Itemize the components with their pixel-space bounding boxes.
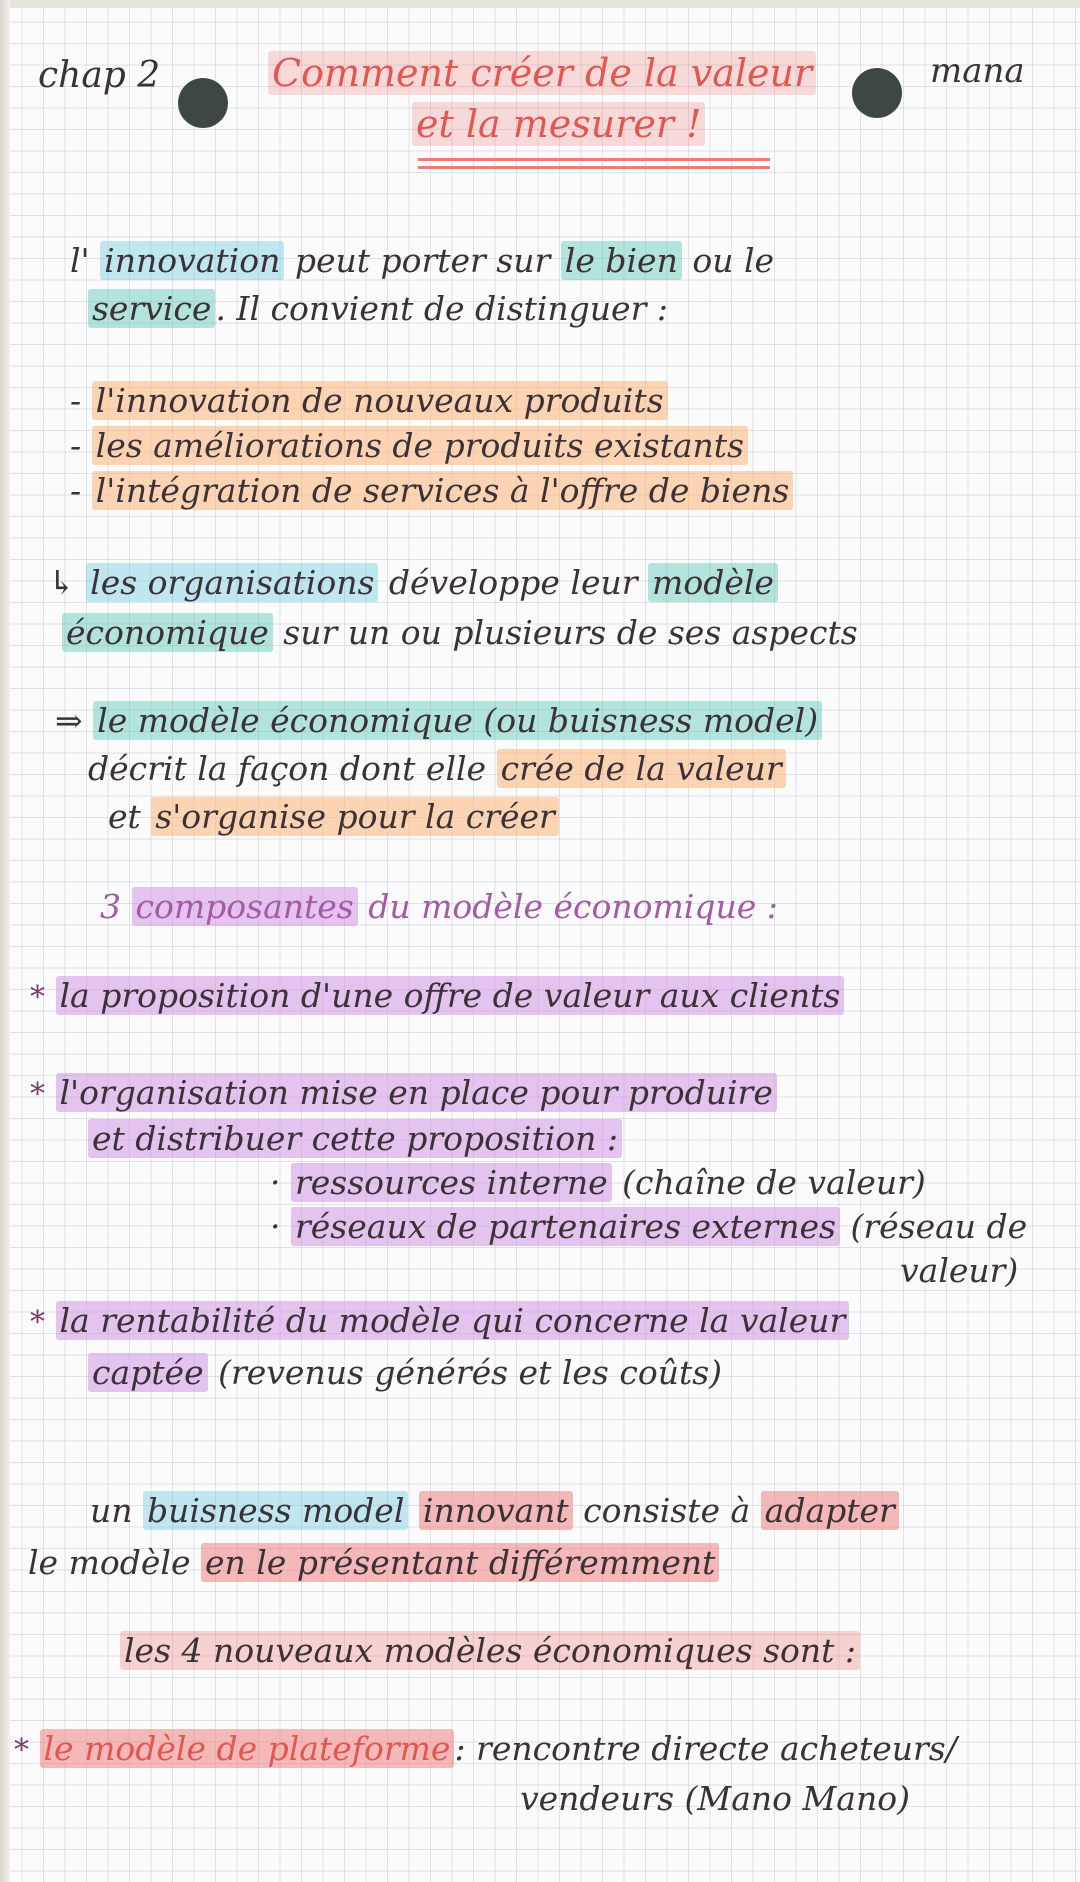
business-model-highlight: buisness model — [143, 1491, 408, 1530]
composantes-highlight: composantes — [132, 887, 358, 926]
return-arrow-icon: ↳ — [48, 563, 76, 602]
service-highlight: service — [88, 289, 215, 328]
ressources-highlight: ressources interne — [291, 1163, 612, 1202]
modele-highlight: modèle — [648, 563, 778, 602]
bullet-text: l'intégration de services à l'offre de biens — [92, 471, 794, 510]
intro-line-1 — [70, 240, 774, 282]
dot-bullet-icon: · — [270, 1163, 281, 1202]
innovant-text: le modèle — [28, 1543, 191, 1582]
organisations-text: sur un ou plusieurs de ses aspects — [283, 613, 858, 652]
definition-text: décrit la façon dont elle — [88, 749, 487, 788]
captee-highlight: captée — [88, 1353, 208, 1392]
organisations-highlight: les organisations — [86, 563, 378, 602]
component-2-line-2 — [88, 1118, 622, 1160]
presentant-highlight: en le présentant différemment — [201, 1543, 719, 1582]
components-text: du modèle économique : — [368, 887, 778, 926]
bullet-text: les améliorations de produits existants — [92, 426, 748, 465]
component-text: la proposition d'une offre de valeur aux clients — [56, 976, 845, 1015]
author-name: mana — [930, 51, 1025, 91]
definition-text: et — [108, 797, 141, 836]
model-1-line-1 — [14, 1728, 957, 1772]
innovant-text: consiste à — [583, 1491, 751, 1530]
organisations-line-1 — [48, 562, 778, 604]
organisations-text: développe leur — [388, 563, 638, 602]
component-text: l'organisation mise en place pour produire — [56, 1073, 777, 1112]
component-2-line-1 — [30, 1072, 777, 1116]
economique-highlight: économique — [62, 613, 273, 652]
page-title-line2 — [412, 103, 705, 145]
innovant-text: un — [90, 1491, 133, 1530]
component-3-line-1 — [30, 1300, 849, 1344]
component-2-sub-1 — [270, 1162, 926, 1204]
component-text: et distribuer cette proposition : — [88, 1119, 622, 1158]
star-bullet-icon: * — [14, 1733, 29, 1768]
definition-line-2 — [88, 748, 786, 790]
component-1 — [30, 975, 844, 1019]
model-text: : rencontre directe acheteurs/ — [454, 1729, 957, 1768]
paper-left-edge — [0, 0, 10, 1882]
plateforme-highlight: le modèle de plateforme — [40, 1729, 455, 1768]
component-text: (réseau de — [850, 1207, 1028, 1246]
component-3-line-2 — [88, 1352, 722, 1394]
paper-top-edge — [0, 0, 1080, 8]
title-line1-text: Comment créer de la valeur — [268, 51, 816, 95]
organise-highlight: s'organise pour la créer — [151, 797, 559, 836]
star-bullet-icon: * — [30, 1077, 45, 1112]
innovation-highlight: innovation — [100, 241, 284, 280]
page-title-line1 — [268, 52, 816, 94]
cree-valeur-highlight: crée de la valeur — [497, 749, 786, 788]
dash-marker: - — [70, 426, 92, 465]
components-intro — [100, 886, 778, 928]
component-2-sub-2 — [270, 1206, 1027, 1248]
definition-line-1 — [55, 700, 822, 742]
business-model-highlight: le modèle économique (ou buisness model) — [93, 701, 822, 740]
bien-highlight: le bien — [561, 241, 682, 280]
binder-hole-left — [178, 78, 228, 128]
star-bullet-icon: * — [30, 980, 45, 1015]
intro-text: ou le — [692, 241, 775, 280]
star-bullet-icon: * — [30, 1305, 45, 1340]
bullet-item — [70, 425, 748, 467]
component-2-sub-2-cont: valeur) — [900, 1251, 1019, 1290]
intro-line-2 — [88, 288, 668, 330]
organisations-line-2 — [62, 612, 858, 654]
chapter-label: chap 2 — [38, 55, 161, 96]
component-text: (chaîne de valeur) — [622, 1163, 926, 1202]
bullet-item — [70, 380, 668, 422]
innovant-highlight: innovant — [419, 1491, 573, 1530]
dash-marker: - — [70, 381, 92, 420]
innovant-line-2 — [28, 1542, 719, 1584]
binder-hole-right — [852, 68, 902, 118]
new-models-highlight: les 4 nouveaux modèles économiques sont : — [120, 1631, 860, 1670]
intro-text: . Il convient de distinguer : — [215, 289, 668, 328]
title-line2-text: et la mesurer ! — [412, 102, 705, 146]
intro-text: l' — [70, 241, 90, 280]
implies-arrow-icon: ⇒ — [55, 701, 83, 740]
reseaux-highlight: réseaux de partenaires externes — [291, 1207, 840, 1246]
intro-text: peut porter sur — [294, 241, 551, 280]
dash-marker: - — [70, 471, 92, 510]
model-1-line-2: vendeurs (Mano Mano) — [520, 1779, 910, 1818]
title-underline-1 — [418, 158, 770, 161]
bullet-text: l'innovation de nouveaux produits — [92, 381, 668, 420]
adapter-highlight: adapter — [761, 1491, 899, 1530]
bullet-item — [70, 470, 793, 512]
components-count: 3 — [100, 887, 121, 926]
title-underline-2 — [418, 166, 770, 169]
component-text: la rentabilité du modèle qui concerne la valeur — [56, 1301, 850, 1340]
definition-line-3 — [108, 796, 559, 838]
component-text: (revenus générés et les coûts) — [218, 1353, 723, 1392]
innovant-line-1 — [90, 1490, 899, 1532]
new-models-intro — [120, 1630, 860, 1672]
dot-bullet-icon: · — [270, 1207, 281, 1246]
